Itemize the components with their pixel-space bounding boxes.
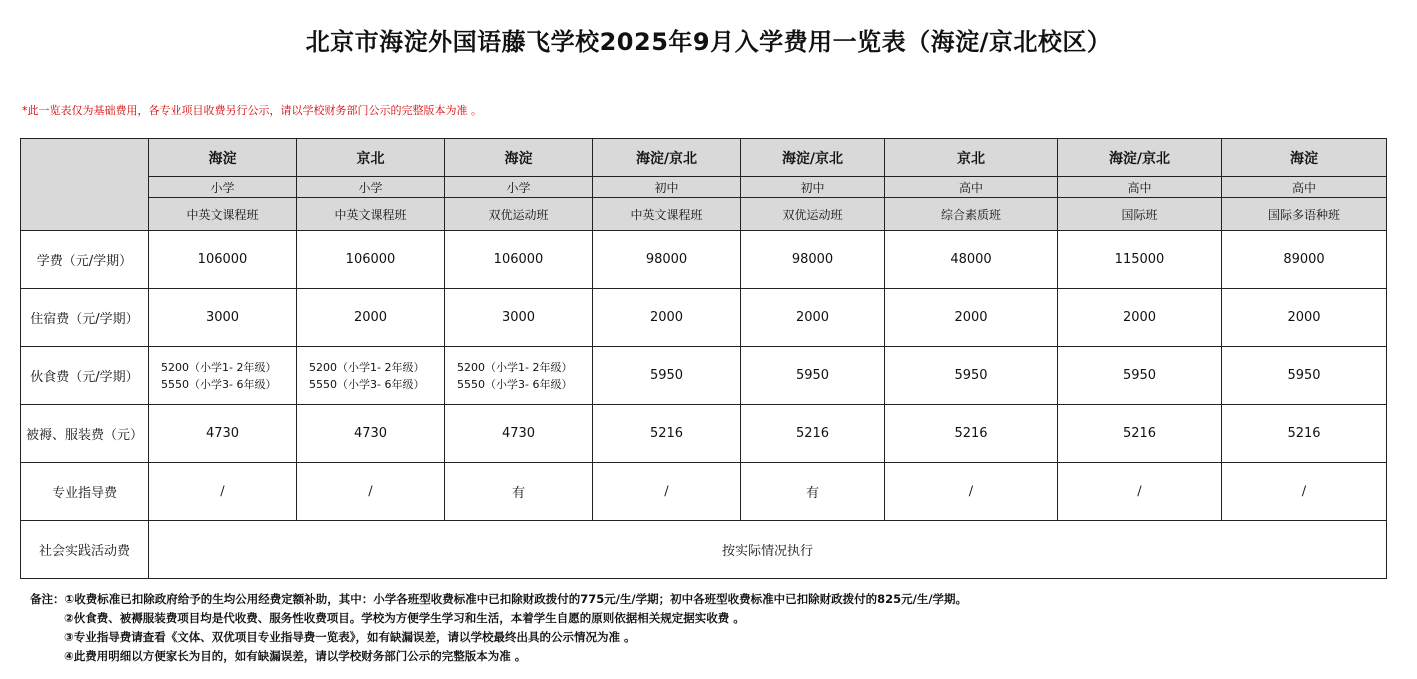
note-line: ②伙食费、被褥服装费项目均是代收费、服务性收费项目。学校为方便学生学习和生活，本着学生自愿的原则依据相关规定据实收费 。 bbox=[64, 611, 745, 625]
table-cell: / bbox=[885, 463, 1058, 521]
table-row-coaching bbox=[21, 463, 1387, 521]
table-cell: 89000 bbox=[1222, 231, 1387, 289]
table-cell: / bbox=[1058, 463, 1222, 521]
table-cell: 48000 bbox=[885, 231, 1058, 289]
table-cell: 4730 bbox=[297, 405, 445, 463]
table-cell: 106000 bbox=[297, 231, 445, 289]
table-cell: 5950 bbox=[741, 347, 885, 405]
table-cell: / bbox=[149, 463, 297, 521]
table-cell: 4730 bbox=[149, 405, 297, 463]
header-row-program bbox=[21, 198, 1387, 231]
table-cell: 5216 bbox=[593, 405, 741, 463]
header-corner bbox=[21, 139, 149, 231]
row-label: 住宿费（元/学期） bbox=[21, 289, 149, 347]
meal-line: 5200（小学1- 2年级） bbox=[309, 360, 425, 374]
table-cell: 3000 bbox=[149, 289, 297, 347]
table-cell: / bbox=[297, 463, 445, 521]
col-campus: 京北 bbox=[297, 139, 445, 177]
col-program: 双优运动班 bbox=[741, 198, 885, 231]
table-cell: 4730 bbox=[445, 405, 593, 463]
table-cell: 5950 bbox=[1222, 347, 1387, 405]
row-label: 社会实践活动费 bbox=[21, 521, 149, 579]
col-campus: 海淀 bbox=[445, 139, 593, 177]
col-campus: 京北 bbox=[885, 139, 1058, 177]
note-line: ④此费用明细以方便家长为目的，如有缺漏误差，请以学校财务部门公示的完整版本为准 。 bbox=[64, 649, 527, 663]
header-row-level bbox=[21, 177, 1387, 198]
col-campus: 海淀/京北 bbox=[741, 139, 885, 177]
table-cell: 106000 bbox=[149, 231, 297, 289]
col-level: 小学 bbox=[297, 177, 445, 198]
table-cell: / bbox=[593, 463, 741, 521]
col-program: 综合素质班 bbox=[885, 198, 1058, 231]
col-program: 国际班 bbox=[1058, 198, 1222, 231]
col-campus: 海淀 bbox=[149, 139, 297, 177]
meal-line: 5200（小学1- 2年级） bbox=[457, 360, 573, 374]
table-cell: 98000 bbox=[741, 231, 885, 289]
note-line: 备注：①收费标准已扣除政府给予的生均公用经费定额补助，其中：小学各班型收费标准中已扣除财政拨付的775元/生/学期；初中各班型收费标准中已扣除财政拨付的825元/生/学期。 bbox=[30, 592, 968, 606]
table-cell: 3000 bbox=[445, 289, 593, 347]
col-level: 小学 bbox=[149, 177, 297, 198]
table-cell: 2000 bbox=[1058, 289, 1222, 347]
col-campus: 海淀/京北 bbox=[593, 139, 741, 177]
table-cell: 2000 bbox=[593, 289, 741, 347]
col-program: 国际多语种班 bbox=[1222, 198, 1387, 231]
table-cell-merged: 按实际情况执行 bbox=[149, 521, 1387, 579]
table-cell: 2000 bbox=[297, 289, 445, 347]
notes-block bbox=[30, 590, 967, 666]
header-row-campus bbox=[21, 139, 1387, 177]
col-level: 初中 bbox=[593, 177, 741, 198]
table-row-social-practice bbox=[21, 521, 1387, 579]
table-cell-meal-primary bbox=[149, 347, 297, 405]
col-level: 小学 bbox=[445, 177, 593, 198]
page-title: 北京市海淀外国语藤飞学校2025年9月入学费用一览表（海淀/京北校区） bbox=[305, 28, 1112, 56]
table-cell: 98000 bbox=[593, 231, 741, 289]
meal-line: 5550（小学3- 6年级） bbox=[309, 377, 425, 391]
table-cell: 5216 bbox=[885, 405, 1058, 463]
col-program: 双优运动班 bbox=[445, 198, 593, 231]
notice-text: *此一览表仅为基础费用，各专业项目收费另行公示，请以学校财务部门公示的完整版本为准 。 bbox=[22, 104, 482, 117]
row-label: 被褥、服装费（元） bbox=[21, 405, 149, 463]
table-row-tuition bbox=[21, 231, 1387, 289]
table-cell: / bbox=[1222, 463, 1387, 521]
table-cell: 5950 bbox=[1058, 347, 1222, 405]
note-line: ③专业指导费请查看《文体、双优项目专业指导费一览表》，如有缺漏误差，请以学校最终出具的公示情况为准 。 bbox=[64, 630, 636, 644]
table-cell: 5950 bbox=[593, 347, 741, 405]
table-cell-meal-primary bbox=[445, 347, 593, 405]
table-cell: 2000 bbox=[885, 289, 1058, 347]
col-level: 初中 bbox=[741, 177, 885, 198]
row-label: 伙食费（元/学期） bbox=[21, 347, 149, 405]
table-cell: 2000 bbox=[741, 289, 885, 347]
table-row-boarding bbox=[21, 289, 1387, 347]
table-cell: 有 bbox=[445, 463, 593, 521]
fee-table bbox=[20, 138, 1387, 579]
table-cell: 5216 bbox=[1058, 405, 1222, 463]
col-level: 高中 bbox=[1222, 177, 1387, 198]
meal-line: 5550（小学3- 6年级） bbox=[161, 377, 277, 391]
meal-line: 5550（小学3- 6年级） bbox=[457, 377, 573, 391]
col-program: 中英文课程班 bbox=[297, 198, 445, 231]
table-cell-meal-primary bbox=[297, 347, 445, 405]
table-cell: 115000 bbox=[1058, 231, 1222, 289]
table-row-meals bbox=[21, 347, 1387, 405]
table-cell: 有 bbox=[741, 463, 885, 521]
meal-line: 5200（小学1- 2年级） bbox=[161, 360, 277, 374]
table-cell: 2000 bbox=[1222, 289, 1387, 347]
table-row-bedding bbox=[21, 405, 1387, 463]
col-program: 中英文课程班 bbox=[149, 198, 297, 231]
col-program: 中英文课程班 bbox=[593, 198, 741, 231]
row-label: 专业指导费 bbox=[21, 463, 149, 521]
col-campus: 海淀/京北 bbox=[1058, 139, 1222, 177]
table-cell: 106000 bbox=[445, 231, 593, 289]
table-cell: 5216 bbox=[741, 405, 885, 463]
table-cell: 5950 bbox=[885, 347, 1058, 405]
row-label: 学费（元/学期） bbox=[21, 231, 149, 289]
col-campus: 海淀 bbox=[1222, 139, 1387, 177]
col-level: 高中 bbox=[885, 177, 1058, 198]
table-cell: 5216 bbox=[1222, 405, 1387, 463]
col-level: 高中 bbox=[1058, 177, 1222, 198]
